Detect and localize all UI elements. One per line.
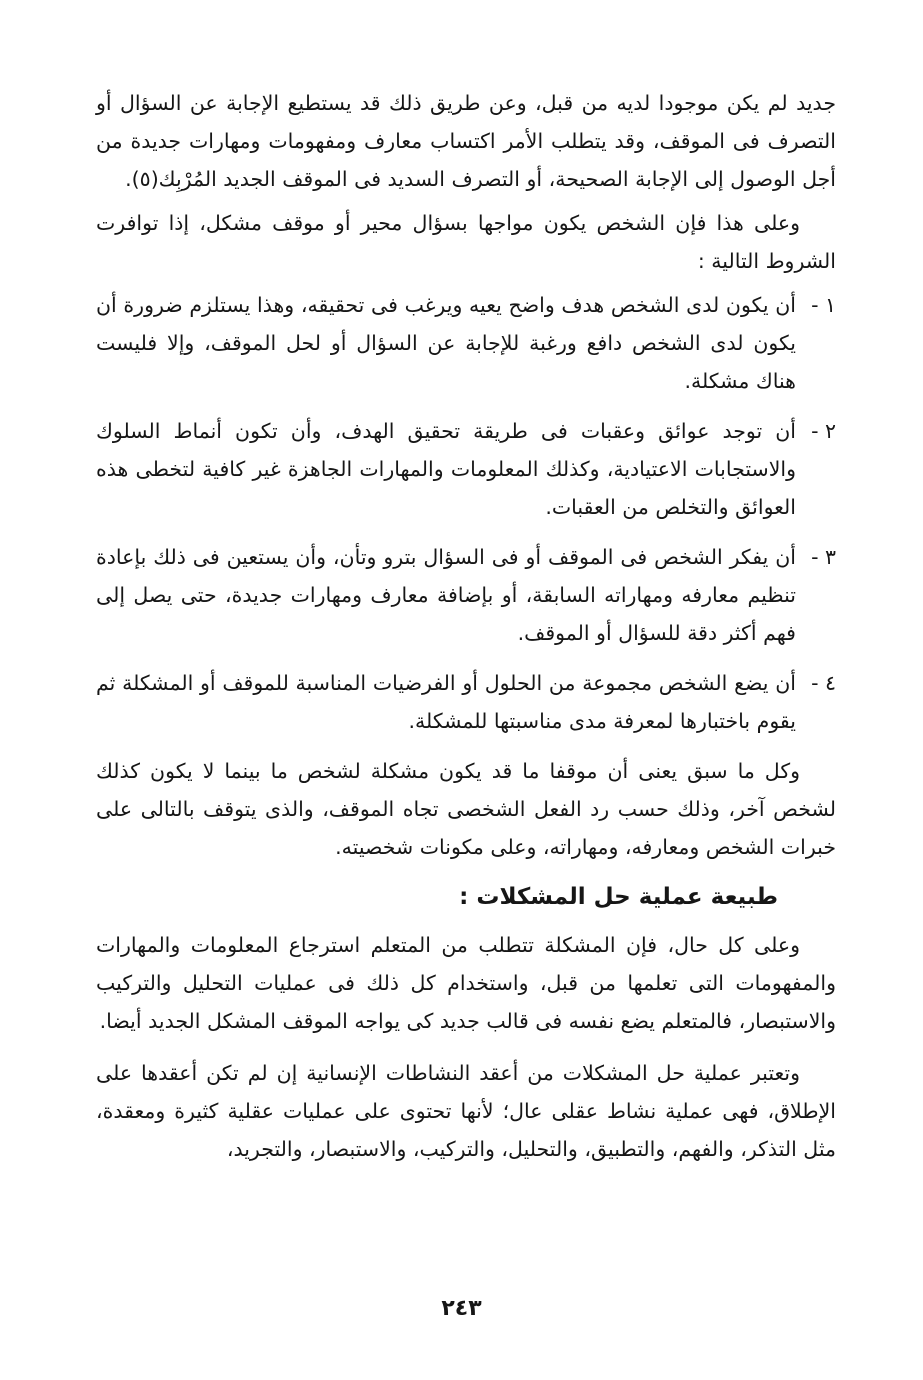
body-paragraph: وعلى هذا فإن الشخص يكون مواجها بسؤال محير أو موقف مشكل، إذا توافرت الشروط التالية : bbox=[96, 211, 836, 273]
list-item-text: أن توجد عوائق وعقبات فى طريقة تحقيق الهدف، وأن تكون أنماط السلوك والاستجابات الاعتيادية، وكذلك المعلومات والمهارات الجاهزة غير كافية لتخطى هذه العوائق والتخلص من العقبات. bbox=[96, 419, 796, 519]
list-item bbox=[96, 286, 836, 400]
list-item bbox=[96, 538, 836, 652]
body-paragraph: وتعتبر عملية حل المشكلات من أعقد النشاطات الإنسانية إن لم تكن أعقدها على الإطلاق، فهى عملية نشاط عقلى عال؛ لأنها تحتوى على عمليات عقلية كثيرة ومعقدة، مثل التذكر، والفهم، والتطبيق، والتحليل، والتركيب، والاستبصار، والتجريد، bbox=[96, 1061, 836, 1161]
body-paragraph: وعلى كل حال، فإن المشكلة تتطلب من المتعلم استرجاع المعلومات والمهارات والمفهومات التى تعلمها من قبل، واستخدام كل ذلك فى عمليات التحليل والتركيب والاستبصار، فالمتعلم يضع نفسه فى قالب جديد كى يواجه الموقف المشكل الجديد أيضا. bbox=[96, 933, 836, 1033]
section-heading: طبيعة عملية حل المشكلات : bbox=[459, 884, 778, 910]
page-number: ٢٤٣ bbox=[441, 1296, 482, 1321]
list-item-number: ٣ - bbox=[811, 545, 836, 569]
list-item-text: أن يضع الشخص مجموعة من الحلول أو الفرضيات المناسبة للموقف أو المشكلة ثم يقوم باختبارها لمعرفة مدى مناسبتها للمشكلة. bbox=[96, 671, 796, 733]
list-item-text: أن يفكر الشخص فى الموقف أو فى السؤال بترو وتأن، وأن يستعين فى ذلك بإعادة تنظيم معارفه ومهاراته السابقة، أو بإضافة معارف ومهارات جديدة، حتى يصل إلى فهم أكثر دقة للسؤال أو الموقف. bbox=[96, 545, 796, 645]
list-item bbox=[96, 412, 836, 526]
page-body bbox=[96, 84, 836, 1174]
list-item-number: ٢ - bbox=[811, 419, 836, 443]
list-item-number: ٤ - bbox=[811, 671, 836, 695]
conditions-list bbox=[96, 286, 836, 740]
list-item-number: ١ - bbox=[811, 293, 836, 317]
body-paragraph: جديد لم يكن موجودا لديه من قبل، وعن طريق ذلك قد يستطيع الإجابة عن السؤال أو التصرف فى الموقف، وقد يتطلب الأمر اكتساب معارف ومفهومات ومهارات جديدة من أجل الوصول إلى الإجابة الصحيحة، أو التصرف السديد فى الموقف الجديد المُرْبِك(٥). bbox=[96, 91, 836, 191]
body-paragraph: وكل ما سبق يعنى أن موقفا ما قد يكون مشكلة لشخص ما بينما لا يكون كذلك لشخص آخر، وذلك حسب رد الفعل الشخصى تجاه الموقف، والذى يتوقف بالتالى على خبرات الشخص ومعارفه، ومهاراته، وعلى مكونات شخصيته. bbox=[96, 759, 836, 859]
list-item-text: أن يكون لدى الشخص هدف واضح يعيه ويرغب فى تحقيقه، وهذا يستلزم ضرورة أن يكون لدى الشخص دافع ورغبة للإجابة عن السؤال أو لحل الموقف، وإلا فليست هناك مشكلة. bbox=[96, 293, 796, 393]
list-item bbox=[96, 664, 836, 740]
